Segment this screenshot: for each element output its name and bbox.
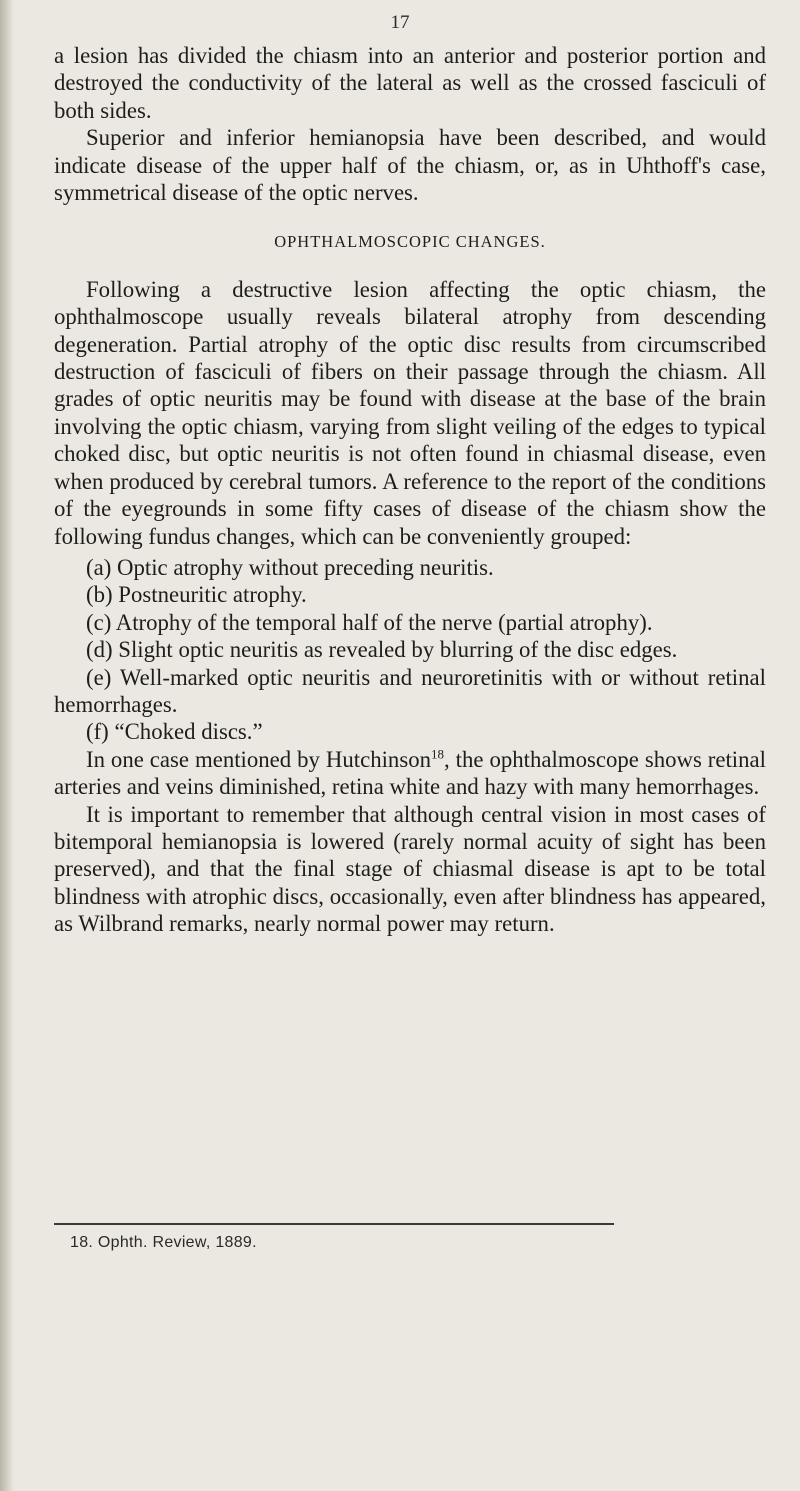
paragraph-4-start: In one case mentioned by Hutchinson [86,746,432,772]
paragraph-3: Following a destructive lesion affecting the optic chiasm, the ophthalmoscope usually reveals bilateral atrophy from descending degeneration. Partial atrophy of the optic disc results from circumscribed destruction of fasciculi of fibers on their passage through the chiasm. All grades of optic neuritis may be found with disease at the base of the brain involving the optic chiasm, varying from slight veiling of the edges to typical choked disc, but optic neuritis is not often found in chiasmal disease, even when produced by cerebral tumors. A reference to the report of the conditions of the eyegrounds in some fifty cases of disease of the chiasm show the following fundus changes, which can be conveniently grouped: [54,276,766,549]
footnote-divider [54,1223,614,1225]
paragraph-4-end: , the ophthalmoscope shows retinal arteries and veins diminished, retina white and hazy with many hemorrhages. [54,746,766,800]
page-body [54,42,766,938]
list-item-f: (f) “Choked discs.” [86,719,263,745]
paragraph-2: Superior and inferior hemianopsia have been described, and would indicate disease of the upper half of the chiasm, or, as in Uhthoff's case, symmetrical disease of the optic nerves. [54,125,766,206]
section-heading: OPHTHALMOSCOPIC CHANGES. [274,232,546,252]
list-item-e: (e) Well-marked optic neuritis and neuroretinitis with or without retinal hemorrhages. [54,664,766,717]
paragraph-1: a lesion has divided the chiasm into an anterior and posterior portion and destroyed the conductivity of the lateral as well as the crossed fasciculi of both sides. [54,43,766,123]
page-binding-shadow [0,0,14,1491]
list-item-b: (b) Postneuritic atrophy. [86,582,307,608]
paragraph-5: It is important to remember that although central vision in most cases of bitemporal hemianopsia is lowered (rarely normal acuity of sight has been preserved), and that the final stage of chiasmal disease is apt to be total blindness with atrophic discs, occasionally, even after blindness has appeared, as Wilbrand remarks, nearly normal power may return. [54,801,766,937]
list-item-c: (c) Atrophy of the temporal half of the nerve (partial atrophy). [86,609,653,635]
paragraph-4 [54,746,766,801]
list-item-d: (d) Slight optic neuritis as revealed by blurring of the disc edges. [86,637,678,663]
footnote: 18. Ophth. Review, 1889. [70,1234,257,1251]
page-number: 17 [390,12,410,33]
list-item-a: (a) Optic atrophy without preceding neuritis. [86,554,494,580]
footnote-reference: 18 [431,746,445,762]
